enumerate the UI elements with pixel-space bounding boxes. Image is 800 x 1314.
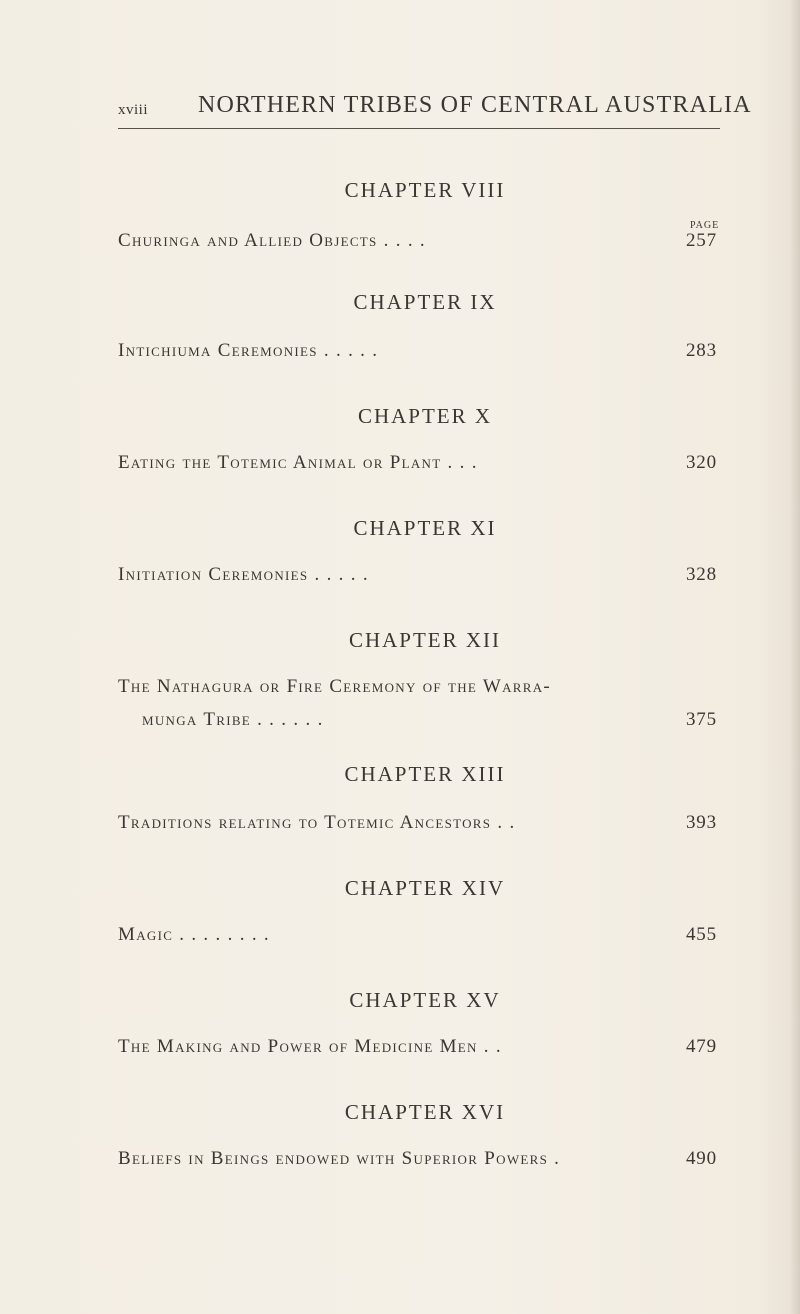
chapter-title: Magic . . . . . . . . (118, 924, 270, 945)
chapter-page-number: 393 (686, 812, 717, 833)
chapter-heading: CHAPTER XII (348, 628, 502, 652)
chapter-page-number: 320 (686, 452, 717, 473)
chapter-title: Initiation Ceremonies . . . . . (118, 564, 369, 585)
chapter-heading: CHAPTER IX (353, 290, 497, 314)
chapter-page-number: 283 (686, 340, 717, 361)
chapter-heading: CHAPTER XV (349, 988, 501, 1012)
chapter-heading: CHAPTER VIII (344, 178, 506, 202)
chapter-page-number: 479 (686, 1036, 717, 1057)
chapter-title-continuation: munga Tribe . . . . . . (142, 709, 324, 730)
chapter-heading: CHAPTER XI (353, 516, 497, 540)
chapter-page-number: 455 (686, 924, 717, 945)
chapter-heading: CHAPTER X (357, 404, 493, 428)
chapter-title: Intichiuma Ceremonies . . . . . (118, 340, 379, 361)
chapter-heading: CHAPTER XIII (344, 762, 506, 786)
running-head (118, 92, 752, 128)
chapter-title: Churinga and Allied Objects . . . . (118, 230, 426, 251)
chapter-title: The Nathagura or Fire Ceremony of the Warra- (118, 676, 552, 697)
folio: xviii (118, 102, 149, 118)
header-rule (118, 128, 720, 129)
running-head-title: NORTHERN TRIBES OF CENTRAL AUSTRALIA (198, 92, 752, 118)
chapter-heading: CHAPTER XVI (344, 1100, 506, 1124)
chapter-page-number: 257 (686, 230, 717, 251)
chapter-page-number: 328 (686, 564, 717, 585)
chapter-title: Traditions relating to Totemic Ancestors . . (118, 812, 516, 833)
chapter-heading: CHAPTER XIV (344, 876, 506, 900)
chapter-title: Eating the Totemic Animal or Plant . . . (118, 452, 478, 473)
chapter-page-number: 375 (686, 709, 717, 730)
chapter-title: Beliefs in Beings endowed with Superior Powers . (118, 1148, 561, 1169)
chapter-page-number: 490 (686, 1148, 717, 1169)
chapter-title: The Making and Power of Medicine Men . . (118, 1036, 502, 1057)
page-column-label: PAGE (690, 220, 720, 231)
